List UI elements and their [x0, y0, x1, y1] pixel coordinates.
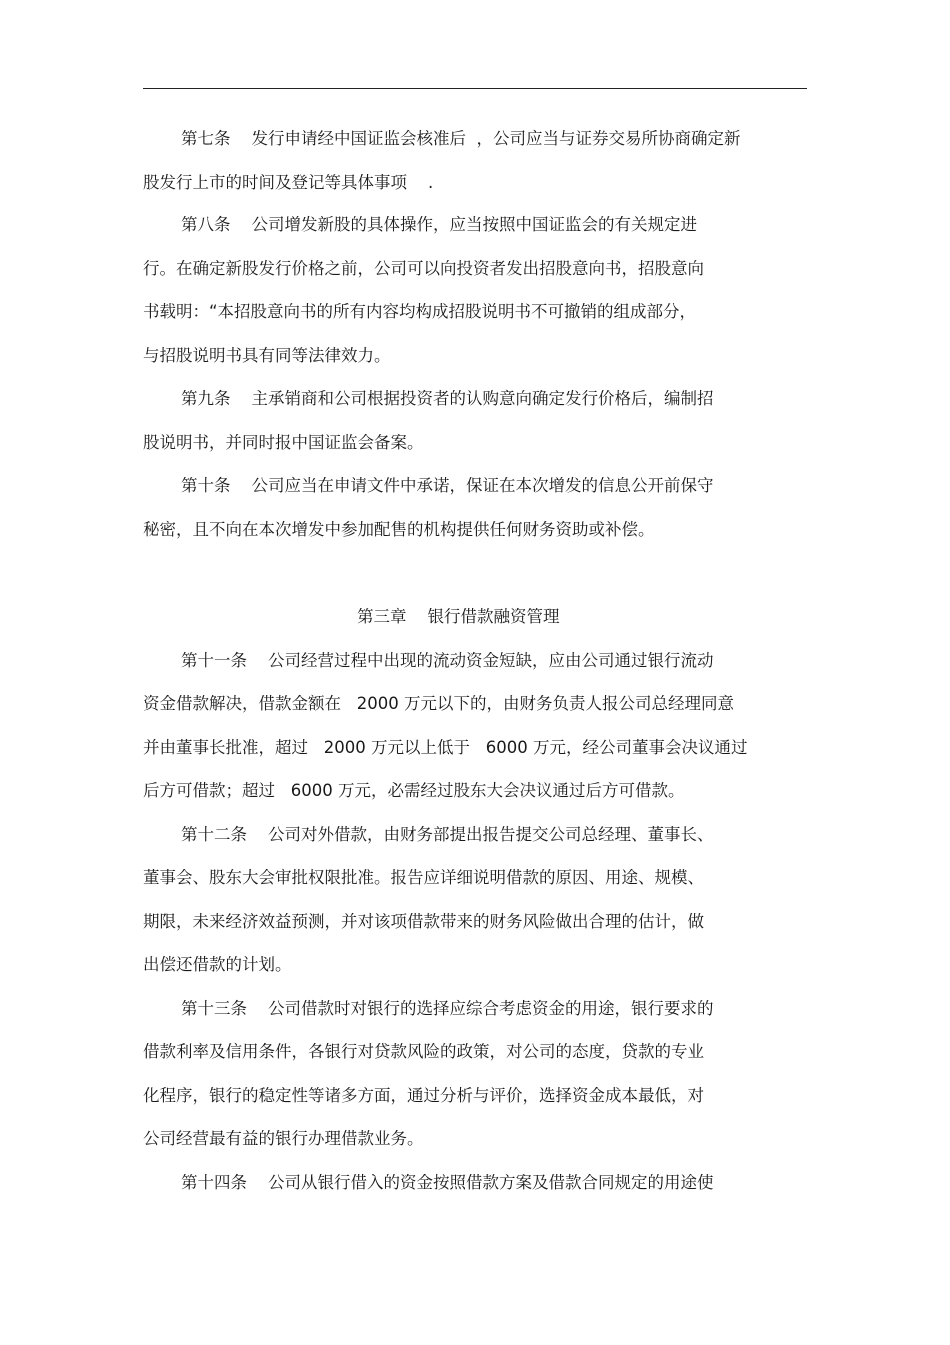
- text-line: 第十一条 公司经营过程中出现的流动资金短缺，应由公司通过银行流动: [181, 651, 714, 670]
- text-line: 期限，未来经济效益预测，并对该项借款带来的财务风险做出合理的估计，做: [143, 912, 704, 931]
- text-line: 借款利率及信用条件，各银行对贷款风险的政策，对公司的态度，贷款的专业: [143, 1042, 704, 1061]
- text-line: 第十二条 公司对外借款，由财务部提出报告提交公司总经理、董事长、: [181, 825, 714, 844]
- text-line: 公司经营最有益的银行办理借款业务。: [143, 1129, 424, 1148]
- text-line: 第八条 公司增发新股的具体操作，应当按照中国证监会的有关规定进: [181, 215, 697, 234]
- text-line: 股说明书，并同时报中国证监会备案。: [143, 433, 424, 452]
- text-line: 化程序，银行的稳定性等诸多方面，通过分析与评价，选择资金成本最低，对: [143, 1086, 704, 1105]
- text-line: 出偿还借款的计划。: [143, 955, 292, 974]
- text-line: 第十三条 公司借款时对银行的选择应综合考虑资金的用途，银行要求的: [181, 999, 714, 1018]
- text-line: 第十条 公司应当在申请文件中承诺，保证在本次增发的信息公开前保守: [181, 476, 714, 495]
- text-line: 第十四条 公司从银行借入的资金按照借款方案及借款合同规定的用途使: [181, 1173, 714, 1192]
- chapter-heading: 第三章 银行借款融资管理: [357, 607, 560, 626]
- text-line: 股发行上市的时间及登记等具体事项 .: [143, 173, 434, 192]
- text-line: 与招股说明书具有同等法律效力。: [143, 346, 391, 365]
- text-line: 并由董事长批准，超过 2000 万元以上低于 6000 万元，经公司董事会决议通过: [143, 738, 748, 757]
- text-line: 第七条 发行申请经中国证监会核准后 ，公司应当与证券交易所协商确定新: [181, 129, 741, 148]
- text-line: 后方可借款；超过 6000 万元，必需经过股东大会决议通过后方可借款。: [143, 781, 685, 800]
- text-line: 董事会、股东大会审批权限批准。报告应详细说明借款的原因、用途、规模、: [143, 868, 704, 887]
- text-line: 第九条 主承销商和公司根据投资者的认购意向确定发行价格后，编制招: [181, 389, 714, 408]
- text-line: 秘密，且不向在本次增发中参加配售的机构提供任何财务资助或补偿。: [143, 520, 655, 539]
- header-rule: [143, 88, 807, 89]
- text-line: 资金借款解决，借款金额在 2000 万元以下的，由财务负责人报公司总经理同意: [143, 694, 734, 713]
- text-line: 书载明：“本招股意向书的所有内容均构成招股说明书不可撤销的组成部分，: [143, 302, 697, 321]
- text-line: 行。在确定新股发行价格之前，公司可以向投资者发出招股意向书，招股意向: [143, 259, 704, 278]
